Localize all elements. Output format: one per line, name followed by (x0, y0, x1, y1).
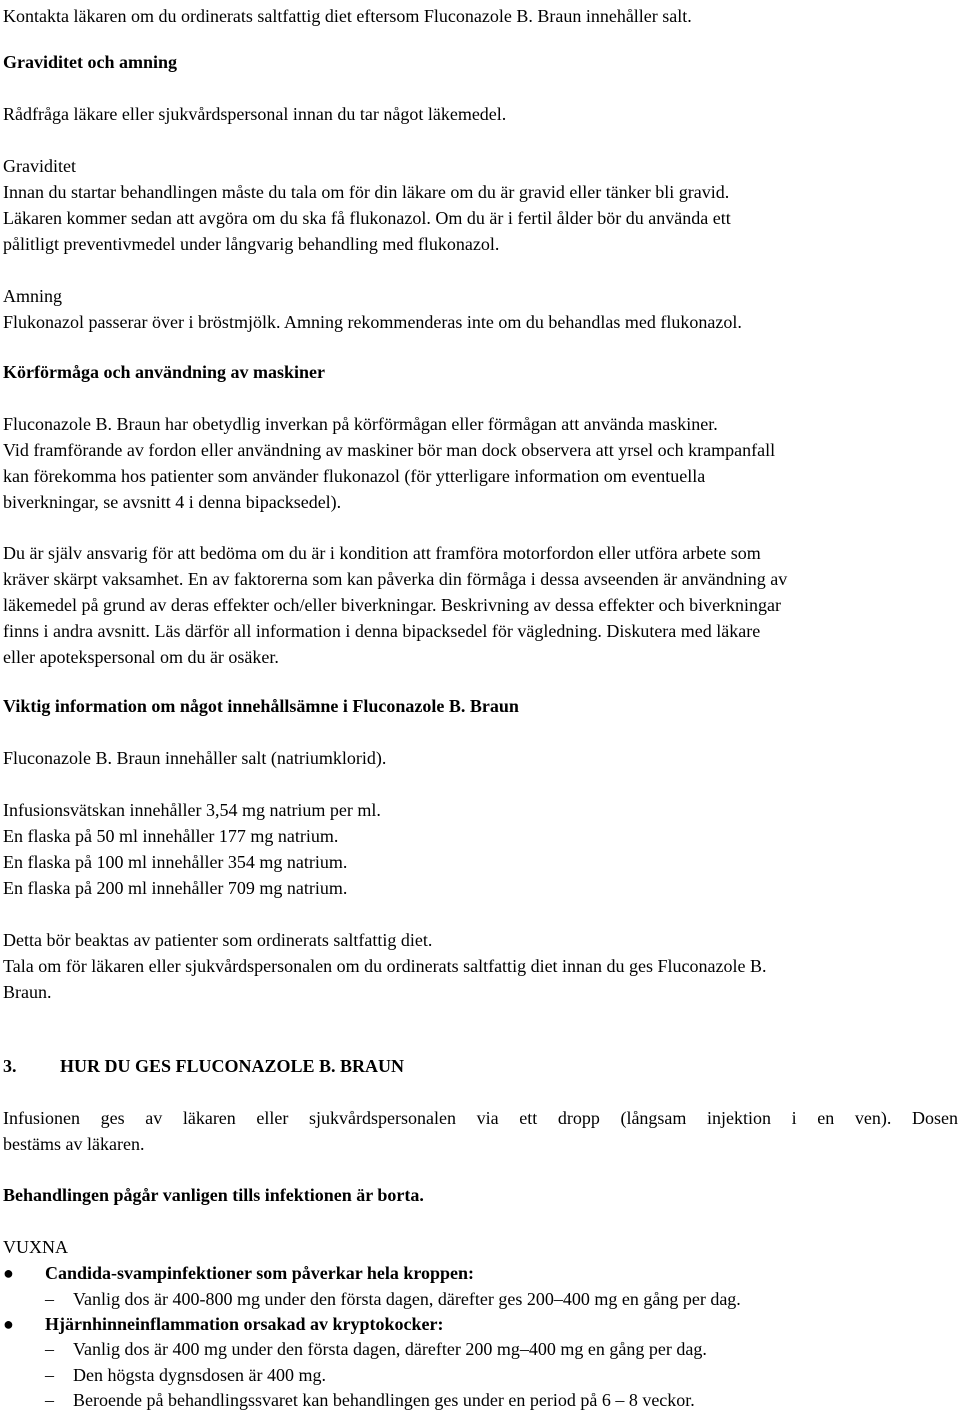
list-item (3, 1311, 958, 1337)
dash-icon: – (45, 1365, 54, 1385)
diet-text: Braun. (3, 982, 52, 1002)
infusion-text: bestäms av läkaren. (3, 1134, 145, 1154)
breastfeeding-subheading: Amning (3, 286, 63, 306)
sub-list-item (3, 1362, 958, 1388)
driving-heading: Körförmåga och användning av maskiner (3, 362, 326, 382)
bullet-icon: ● (3, 1314, 14, 1334)
pregnancy-heading: Graviditet och amning (3, 52, 177, 72)
ingredient-text: Fluconazole B. Braun innehåller salt (natriumklorid). (3, 748, 387, 768)
consult-text: Rådfråga läkare eller sjukvårdspersonal innan du tar något läkemedel. (3, 104, 507, 124)
sub-list-item (3, 1387, 958, 1413)
driving-text: Vid framförande av fordon eller användning av maskiner bör man dock observera att yrsel och krampanfall (3, 440, 776, 460)
driving-text: biverkningar, se avsnitt 4 i denna bipacksedel). (3, 492, 342, 512)
sodium-text: Infusionsvätskan innehåller 3,54 mg natrium per ml. (3, 800, 381, 820)
diet-text: Detta bör beaktas av patienter som ordinerats saltfattig diet. (3, 930, 433, 950)
section-3-heading (3, 1053, 958, 1079)
diet-text: Tala om för läkaren eller sjukvårdspersonalen om du ordinerats saltfattig diet innan du ges Fluconazole B. (3, 956, 767, 976)
responsibility-text: finns i andra avsnitt. Läs därför all information i denna bipacksedel för vägledning. Diskutera med läkare (3, 621, 761, 641)
salt-diet-notice: Kontakta läkaren om du ordinerats saltfattig diet eftersom Fluconazole B. Braun innehåller salt. (3, 6, 692, 26)
section-number: 3. (3, 1056, 17, 1076)
responsibility-text: kräver skärpt vaksamhet. En av faktorerna som kan påverka din förmåga i dessa avseenden är användning av (3, 569, 788, 589)
responsibility-text: Du är själv ansvarig för att bedöma om du är i kondition att framföra motorfordon eller utföra arbete som (3, 543, 761, 563)
sub-list-item-text: Vanlig dos är 400 mg under den första dagen, därefter 200 mg–400 mg en gång per dag. (73, 1339, 707, 1359)
dash-icon: – (45, 1390, 54, 1410)
responsibility-text: eller apotekspersonal om du är osäker. (3, 647, 279, 667)
breastfeeding-text: Flukonazol passerar över i bröstmjölk. Amning rekommenderas inte om du behandlas med flukonazol. (3, 312, 742, 332)
driving-text: kan förekomma hos patienter som använder flukonazol (för ytterligare information om eventuella (3, 466, 706, 486)
pregnancy-text: Innan du startar behandlingen måste du tala om för din läkare om du är gravid eller tänker bli gravid. (3, 182, 730, 202)
ingredient-heading: Viktig information om något innehållsämne i Fluconazole B. Braun (3, 696, 519, 716)
pregnancy-text: pålitligt preventivmedel under långvarig behandling med flukonazol. (3, 234, 500, 254)
pregnancy-subheading: Graviditet (3, 156, 76, 176)
sub-list-item (3, 1336, 958, 1362)
duration-heading: Behandlingen pågår vanligen tills infektionen är borta. (3, 1185, 424, 1205)
driving-text: Fluconazole B. Braun har obetydlig inverkan på körförmågan eller förmågan att använda maskiner. (3, 414, 718, 434)
bullet-icon: ● (3, 1263, 14, 1283)
dash-icon: – (45, 1289, 54, 1309)
pregnancy-text: Läkaren kommer sedan att avgöra om du ska få flukonazol. Om du är i fertil ålder bör du använda ett (3, 208, 731, 228)
sub-list-item-text: Beroende på behandlingssvaret kan behandlingen ges under en period på 6 – 8 veckor. (73, 1390, 695, 1410)
section-title: HUR DU GES FLUCONAZOLE B. BRAUN (60, 1056, 405, 1076)
adults-label: VUXNA (3, 1237, 68, 1257)
sub-list-item-text: Den högsta dygnsdosen är 400 mg. (73, 1365, 326, 1385)
list-item (3, 1260, 958, 1286)
list-item-label: Hjärnhinneinflammation orsakad av kryptokocker: (45, 1314, 444, 1334)
responsibility-text: läkemedel på grund av deras effekter och/eller biverkningar. Beskrivning av dessa effekter och biverkningar (3, 595, 782, 615)
dash-icon: – (45, 1339, 54, 1359)
sodium-text: En flaska på 50 ml innehåller 177 mg natrium. (3, 826, 339, 846)
list-item-label: Candida-svampinfektioner som påverkar hela kroppen: (45, 1263, 475, 1283)
sub-list-item (3, 1286, 958, 1312)
sub-list-item-text: Vanlig dos är 400-800 mg under den första dagen, därefter ges 200–400 mg en gång per dag. (73, 1289, 741, 1309)
sodium-text: En flaska på 100 ml innehåller 354 mg natrium. (3, 852, 348, 872)
infusion-text: Infusionen ges av läkaren eller sjukvårdspersonalen via ett dropp (långsam injektion i en ven). Dosen (3, 1108, 958, 1128)
sodium-text: En flaska på 200 ml innehåller 709 mg natrium. (3, 878, 348, 898)
